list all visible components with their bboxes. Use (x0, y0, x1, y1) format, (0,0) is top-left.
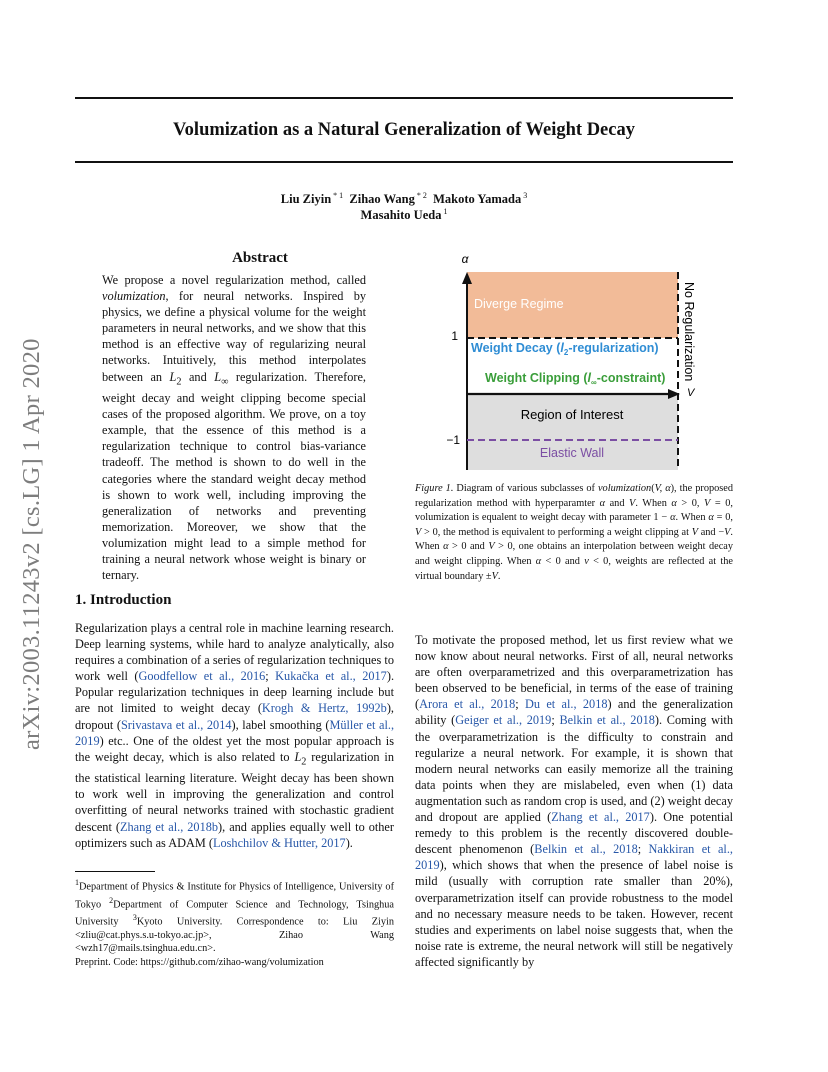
arxiv-stamp: arXiv:2003.11243v2 [cs.LG] 1 Apr 2020 (18, 338, 45, 750)
footnote-rule (75, 871, 155, 872)
weight-decay-label: Weight Decay $(l_2-regularization)$ (471, 341, 659, 357)
tick-label-minus-1: −1 (446, 433, 460, 447)
citation-link[interactable]: Nakkiran et al., 2019 (415, 842, 733, 873)
abstract-text: We propose a novel regularization method, called volumization, for neural networks. Inspired by physics, we define a physical volume for the weight parameters in neural networks, and we show that this method is an effective way of regularizing neural networks. Intuitively, this method interpolates between an $L_2$ and $L_\infty$ regularization. Therefore, weight decay and weight clipping become special cases of the proposed algorithm. We prove, on a toy example, that the essence of this method is a regularization technique to control bias-variance tradeoff. The method is shown to do well in the categories where the standard weight decay method is shown to work well, including improving the generalization of networks and preventing memorization. Moreover, we show that the volumization might lead to a simple method for training a neural network whose weight is binary or ternary. (102, 273, 367, 583)
citation-link[interactable]: Geiger et al., 2019 (455, 713, 552, 728)
figure-1-diagram (440, 250, 710, 480)
citation-link[interactable]: Arora et al., 2018 (419, 697, 516, 712)
weight-clipping-label: Weight Clipping $(l_\infty-constraint)$ (485, 371, 666, 387)
diverge-regime-label: Diverge Regime (474, 297, 564, 311)
author-affiliation-mark: * 1 (331, 191, 344, 200)
tick-label-1: 1 (451, 329, 458, 343)
preprint-note: Preprint. Code: https://github.com/zihao-wang/volumization (75, 957, 324, 968)
author-affiliation-mark: * 2 (414, 191, 427, 200)
author-list-second-line (75, 207, 733, 223)
citation-link[interactable]: Kukačka et al., 2017 (275, 669, 387, 684)
citation-link[interactable]: Srivastava et al., 2014 (120, 717, 232, 732)
citation-link[interactable]: Loshchilov & Hutter, 2017 (212, 835, 346, 850)
citation-link[interactable]: Belkin et al., 2018 (559, 713, 655, 728)
no-regularization-label: No Regularization (682, 282, 696, 382)
citation-link[interactable]: Zhang et al., 2017 (551, 810, 650, 825)
region-of-interest-label: Region of Interest (520, 407, 624, 422)
citation-link[interactable]: Goodfellow et al., 2016 (138, 669, 266, 684)
abstract-heading: Abstract (232, 250, 288, 266)
alpha-axis-label: α (461, 252, 469, 266)
citation-link[interactable]: Belkin et al., 2018 (534, 842, 638, 857)
author-list (75, 191, 733, 207)
citation-link[interactable]: Müller et al., 2019 (75, 717, 395, 748)
introduction-text: Regularization plays a central role in machine learning research. Deep learning systems, while hard to analyze analytically, also requires a combination of a series of regularization techniques to work well (Goodfellow et al., 2016; Kukačka et al., 2017). Popular regularization techniques in deep learning include but are not limited to weight decay (Krogh & Hertz, 1992b), dropout (Srivastava et al., 2014), label smoothing (Müller et al., 2019) etc.. One of the oldest yet the most popular approach is the weight decay, which is also related to $L_2$ regularization in the statistical learning literature. Weight decay has been shown to work well in improving the generalization and control overfitting of neural networks trained with stochastic gradient descent (Zhang et al., 2018b), and applies equally well to other optimizers such as ADAM (Loshchilov & Hutter, 2017). (75, 621, 395, 850)
citation-link[interactable]: Krogh & Hertz, 1992b (261, 701, 387, 716)
v-axis-label: V (687, 387, 695, 399)
citation-link[interactable]: Du et al., 2018 (525, 697, 608, 712)
introduction-heading: 1. Introduction (75, 592, 172, 608)
author-name: Masahito Ueda (360, 208, 442, 223)
top-rule (75, 97, 733, 99)
author-name: Liu Ziyin (280, 192, 332, 207)
elastic-wall-label: Elastic Wall (539, 446, 605, 460)
author-name: Zihao Wang (343, 192, 415, 207)
affiliation-footnote: $^1$Department of Physics & Institute for Physics of Intelligence, University of Tokyo $^2$Department of Computer Science and Technology, Tsinghua University $^3$Kyoto University. Correspondence to: Liu Ziyin <zliu@cat.phys.s.u-tokyo.ac.jp>, Zihao Wang <wzh17@mails.tsinghua.edu.cn>. (75, 878, 394, 954)
citation-link[interactable]: Zhang et al., 2018b (119, 819, 219, 834)
author-name: Makoto Yamada (426, 192, 522, 207)
author-affiliation-mark: 1 (441, 207, 448, 216)
right-column-text: To motivate the proposed method, let us first review what we now know about neural networks. First of all, neural networks are often overparametrized and this overparametrization has been observed to be beneficial, in terms of the ease of training (Arora et al., 2018; Du et al., 2018) and the generalization ability (Geiger et al., 2019; Belkin et al., 2018). Coming with the overparametrization is the difficulty to constrain and regularize a neural network. For example, it is shown that modern neural networks can easily memorize all the training data points when they are mislabeled, even when (1) data augmentation such as random crop is used, and (2) weight decay and dropout are applied (Zhang et al., 2017). One potential remedy to this problem is the recently discovered double-descent phenomenon (Belkin et al., 2018; Nakkiran et al., 2019), which shows that when the presence of label noise is mild (usually with corruption rate smaller than 20%), overparametrization itself can provide robustness to the model and no necessary measure needs to be taken. However, recent studies and experiments on label noise suggests that, when the noise rate is extreme, the neural network will still be negatively affected significantly by (415, 633, 733, 969)
author-affiliation-mark: 3 (521, 191, 528, 200)
figure-1-caption: Figure 1. Diagram of various subclasses of volumization(V, α), the proposed regularization method with hyperparamter α and V. When α > 0, V = 0, volumization is equalent to weight decay with parameter 1 − α. When α = 0, V > 0, the method is equivalent to performing a weight clipping at V and −V. When α > 0 and V > 0, one obtains an interpolation between weight decay and weight clipping. When α < 0 and v < 0, weights are reflected at the virtual boundary ±V. (415, 483, 734, 582)
paper-title: Volumization as a Natural Generalization of Weight Decay (173, 120, 635, 140)
title-bottom-rule (75, 161, 733, 163)
